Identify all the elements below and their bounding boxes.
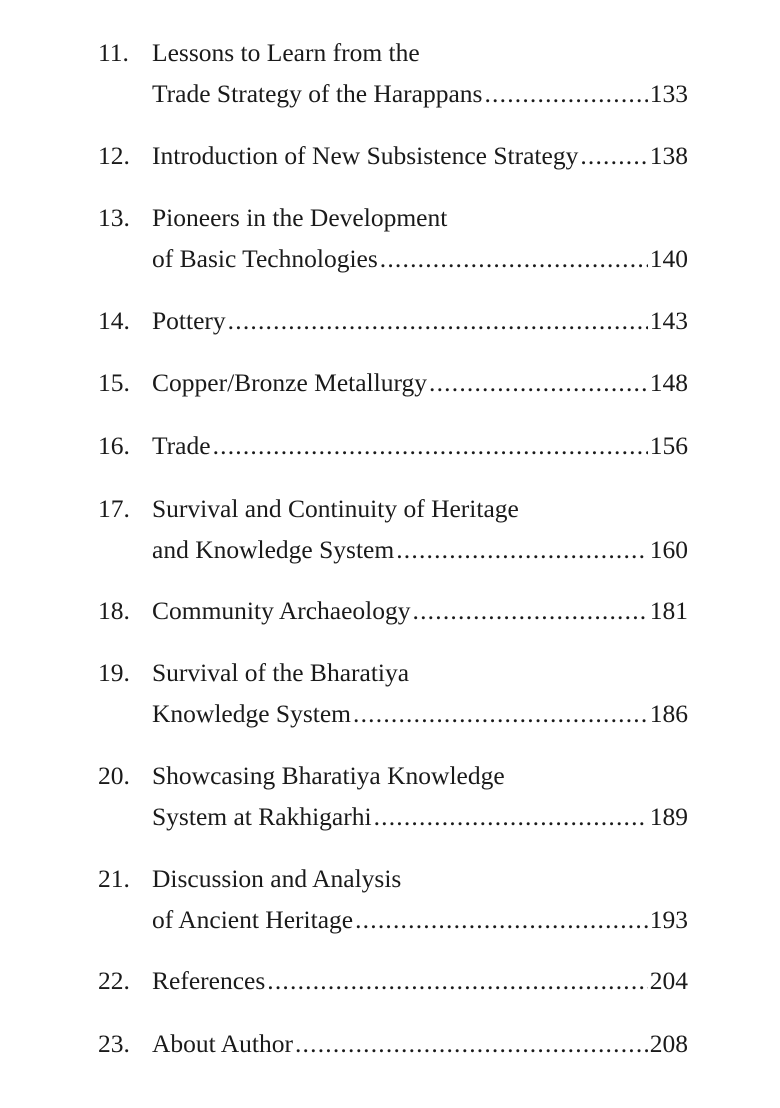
entry-number: 20. [98,761,130,790]
entry-title: Copper/Bronze Metallurgy [152,368,428,397]
entry-title: About Author [152,1029,293,1058]
entry-number: 18. [98,596,130,625]
entry-title: Survival and Continuity of Heritage [152,494,519,523]
entry-number: 17. [98,494,130,523]
dot-leader [580,135,647,176]
entry-number: 19. [98,658,130,687]
page-number: 140 [649,244,688,273]
page-number: 148 [649,368,688,397]
entry-number: 22. [98,966,130,995]
entry-number: 23. [98,1029,130,1058]
dot-leader [380,238,648,279]
page-number: 181 [649,596,688,625]
page-number: 186 [649,699,688,728]
entry-title: Pioneers in the Development [152,203,448,232]
entry-title: Trade Strategy of the Harappans [152,79,483,108]
entry-number: 12. [98,141,130,170]
entry-title: References [152,966,266,995]
entry-number: 21. [98,864,130,893]
entry-number: 14. [98,306,130,335]
dot-leader [295,1023,648,1064]
entry-title: of Basic Technologies [152,244,378,273]
entry-title: Community Archaeology [152,596,411,625]
dot-leader [429,362,648,403]
page-number: 160 [649,535,688,564]
page-number: 156 [649,431,688,460]
dot-leader [413,590,648,631]
dot-leader [353,693,648,734]
page-number: 208 [649,1029,688,1058]
dot-leader [484,73,647,114]
entry-title: Showcasing Bharatiya Knowledge [152,761,505,790]
entry-title: Pottery [152,306,226,335]
entry-number: 11. [98,38,129,67]
entry-title: of Ancient Heritage [152,905,354,934]
entry-title: Trade [152,431,211,460]
dot-leader [228,300,648,341]
dot-leader [374,796,648,837]
entry-title: Lessons to Learn from the [152,38,420,67]
entry-title: Knowledge System [152,699,352,728]
page-number: 189 [649,802,688,831]
page-number: 204 [649,966,688,995]
dot-leader [213,425,648,466]
entry-number: 13. [98,203,130,232]
entry-title: Survival of the Bharatiya [152,658,410,687]
entry-title: System at Rakhigarhi [152,802,372,831]
page-number: 193 [649,905,688,934]
entry-title: Discussion and Analysis [152,864,402,893]
page-number: 143 [649,306,688,335]
page-number: 138 [649,141,688,170]
dot-leader [396,529,648,570]
entry-title: Introduction of New Subsistence Strategy [152,141,579,170]
entry-number: 15. [98,368,130,397]
entry-title: and Knowledge System [152,535,395,564]
dot-leader [267,960,647,1001]
dot-leader [355,899,648,940]
entry-number: 16. [98,431,130,460]
page-number: 133 [649,79,688,108]
